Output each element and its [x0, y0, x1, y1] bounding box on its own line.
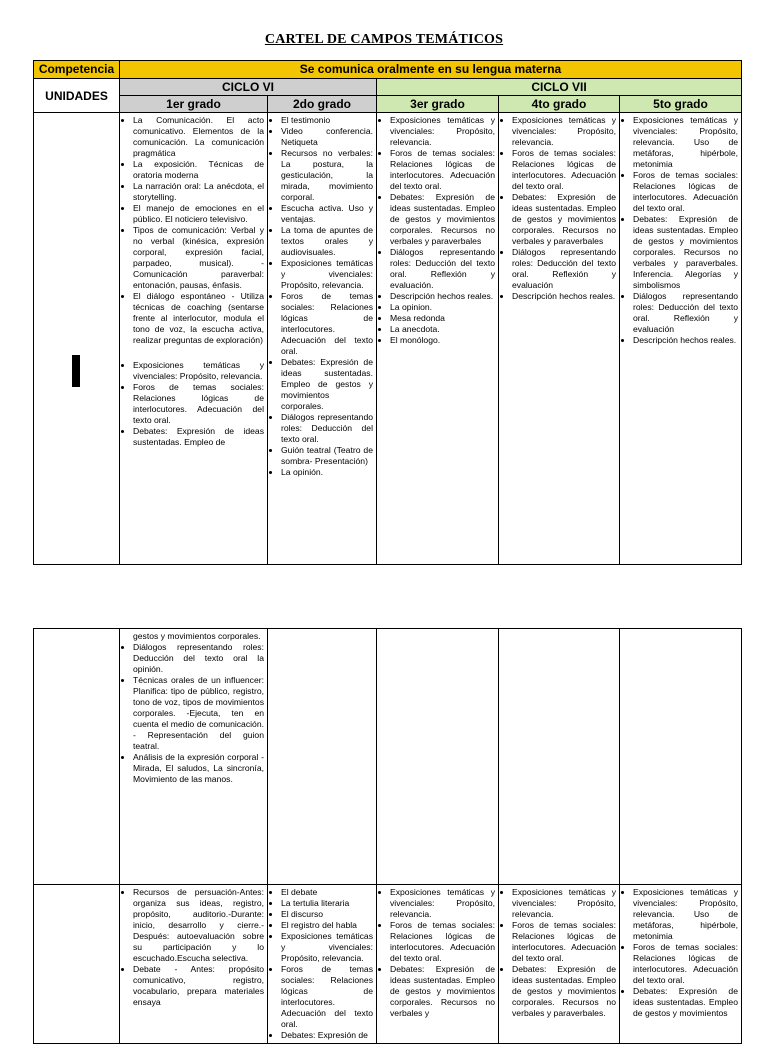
grado-1-header: 1er grado: [120, 96, 268, 113]
list-item-continuation: gestos y movimientos corporales.: [133, 631, 261, 641]
list-item: • La narración oral: La anécdota, el storytelling.: [133, 181, 264, 203]
list-item: • Foros de temas sociales: Relaciones lógicas de interlocutores. Adecuación del texto oral.: [390, 148, 495, 192]
list-item: • Mesa redonda: [390, 313, 495, 324]
list-item: • Foros de temas sociales: Relaciones lógicas de interlocutores. Adecuación del texto oral.: [390, 920, 495, 964]
list-item: • Exposiciones temáticas y vivenciales: Propósito, relevancia.: [281, 931, 373, 964]
list-item: • Foros de temas sociales: Relaciones lógicas de interlocutores. Adecuación del texto oral.: [281, 291, 373, 357]
list-item: • El discurso: [281, 909, 373, 920]
section1-grado1-cell: [120, 113, 268, 565]
section3-grado4-cell: [499, 885, 620, 1044]
section2-grado1-cell: [120, 629, 268, 885]
list-item: • El registro del habla: [281, 920, 373, 931]
campos-tematicos-table-1: [33, 60, 742, 565]
section3-grado3-cell: [377, 885, 499, 1044]
list-item: • Debates: Expresión de ideas sustentadas. Empleo de gestos y movimientos corporales. Recursos no verbales y paraverbales. Inferencia. Alegorías y simbolismos: [633, 214, 738, 291]
list-item: • Debates: Expresión de ideas sustentadas. Empleo de gestos y movimientos corporales. Recursos no verbales y paraverbales: [390, 192, 495, 247]
list-item: • Diálogos representando roles: Deducción del texto oral la opinión.: [133, 642, 264, 675]
grado-3-header: 3er grado: [377, 96, 499, 113]
list-item: • La opinión.: [281, 467, 373, 478]
ciclo-vi-header: CICLO VI: [120, 79, 377, 96]
list-item: • Diálogos representando roles: Deducción del texto oral.: [281, 412, 373, 445]
list-item: • La Comunicación. El acto comunicativo. Elementos de la comunicación. La comunicación pragmática: [133, 115, 264, 159]
list-item: • Exposiciones temáticas y vivenciales: Propósito, relevancia.: [390, 887, 495, 920]
list-item: • Escucha activa. Uso y ventajas.: [281, 203, 373, 225]
unit-cell: [34, 113, 120, 565]
unit-cell: [34, 885, 120, 1044]
grado-2-header: 2do grado: [268, 96, 377, 113]
list-item: • El manejo de emociones en el público. El noticiero televisivo.: [133, 203, 264, 225]
list-item: • Diálogos representando roles: Deducción del texto oral. Reflexión y evaluación: [633, 291, 738, 335]
section1-grado3-cell: [377, 113, 499, 565]
competencia-value: Se comunica oralmente en su lengua materna: [120, 61, 742, 79]
list-item: • Análisis de la expresión corporal -Mirada, El saludos, La sincronía, Movimiento de las manos.: [133, 752, 264, 785]
section2-grado5-cell: [620, 629, 742, 885]
list-item: • Foros de temas sociales: Relaciones lógicas de interlocutores. Adecuación del texto oral.: [133, 382, 264, 426]
list-item: • Guión teatral (Teatro de sombra- Presentación): [281, 445, 373, 467]
list-item: • Técnicas orales de un influencer: Planifica: tipo de público, registro, tono de voz, tipos de movimientos corporales. -Ejecuta, ten en cuenta el medio de comunicación. - Representación del guion teatral.: [133, 675, 264, 752]
list-item: • Exposiciones temáticas y vivenciales: Propósito, relevancia.: [133, 360, 264, 382]
list-item: • El monólogo.: [390, 335, 495, 346]
unidades-label: UNIDADES: [34, 79, 120, 113]
competencia-label: Competencia: [34, 61, 120, 79]
list-item: • El debate: [281, 887, 373, 898]
list-item: • Foros de temas sociales: Relaciones lógicas de interlocutores. Adecuación del texto oral.: [633, 170, 738, 214]
list-item: • Descripción hechos reales.: [512, 291, 616, 302]
list-item: • Foros de temas sociales: Relaciones lógicas de interlocutores. Adecuación del texto oral.: [633, 942, 738, 986]
list-item: • Exposiciones temáticas y vivenciales: Propósito, relevancia. Uso de metáforas, hipérbole, metonimia: [633, 887, 738, 942]
list-item: • La toma de apuntes de textos orales y audiovisuales.: [281, 225, 373, 258]
list-item: • Video conferencia. Netiqueta: [281, 126, 373, 148]
list-item: • Debates: Expresión de: [281, 1030, 373, 1041]
campos-tematicos-table-2: [33, 628, 742, 1044]
section1-grado5-cell: [620, 113, 742, 565]
unit-cell: [34, 629, 120, 885]
section1-grado4-cell: [499, 113, 620, 565]
unit-marker: [72, 355, 80, 387]
list-item: • Debates: Expresión de ideas sustentadas. Empleo de: [133, 426, 264, 448]
grado-4-header: 4to grado: [499, 96, 620, 113]
section3-grado1-cell: [120, 885, 268, 1044]
list-item: • La tertulia literaria: [281, 898, 373, 909]
list-item: • Tipos de comunicación: Verbal y no verbal (kinésica, expresión corporal, expresión facial, parpadeo, musical). - Comunicación paraverbal: entonación, pausas, énfasis.: [133, 225, 264, 291]
list-item: • Foros de temas sociales: Relaciones lógicas de interlocutores. Adecuación del texto oral.: [281, 964, 373, 1030]
list-item: • Debates: Expresión de ideas sustentadas. Empleo de gestos y movimientos corporales. Recursos no verbales y paraverbales: [512, 192, 616, 247]
page-title: CARTEL DE CAMPOS TEMÁTICOS: [264, 32, 504, 47]
section3-grado5-cell: [620, 885, 742, 1044]
ciclo-vii-header: CICLO VII: [377, 79, 742, 96]
list-item: • Descripción hechos reales.: [633, 335, 738, 346]
list-item: • La exposición. Técnicas de oratoria moderna: [133, 159, 264, 181]
section3-grado2-cell: [268, 885, 377, 1044]
section2-grado4-cell: [499, 629, 620, 885]
section1-grado2-cell: [268, 113, 377, 565]
list-item: • Foros de temas sociales: Relaciones lógicas de interlocutores. Adecuación del texto oral.: [512, 920, 616, 964]
list-item: • Descripción hechos reales.: [390, 291, 495, 302]
list-item: • Exposiciones temáticas y vivenciales: Propósito, relevancia.: [390, 115, 495, 148]
list-item: • Debates: Expresión de ideas sustentadas. Empleo de gestos y movimientos corporales. Recursos no verbales y paraverbales.: [512, 964, 616, 1019]
list-item: • Debates: Expresión de ideas sustentadas. Empleo de gestos y movimientos: [633, 986, 738, 1019]
section2-grado3-cell: [377, 629, 499, 885]
list-item: • Foros de temas sociales: Relaciones lógicas de interlocutores. Adecuación del texto oral.: [512, 148, 616, 192]
list-item: • Debates: Expresión de ideas sustentadas. Empleo de gestos y movimientos corporales.: [281, 357, 373, 412]
list-item: • Diálogos representando roles: Deducción del texto oral. Reflexión y evaluación: [512, 247, 616, 291]
list-item: • Exposiciones temáticas y vivenciales: Propósito, relevancia.: [512, 115, 616, 148]
list-item: • La anecdota.: [390, 324, 495, 335]
list-item: • Recursos de persuación-Antes: organiza sus ideas, registro, propósito, auditorio.-Durante: inicio, desarrollo y cierre.- Después: autoevaluación sobre su participación y lo escuchado.Escucha selectiva.: [133, 887, 264, 964]
grado-5-header: 5to grado: [620, 96, 742, 113]
list-item: • El diálogo espontáneo - Utiliza técnicas de coaching (sentarse frente al interlocutor, modula el tono de voz, la escucha activa, realizar preguntas de exploración): [133, 291, 264, 346]
section2-grado2-cell: [268, 629, 377, 885]
list-item: • Exposiciones temáticas y vivenciales: Propósito, relevancia.: [512, 887, 616, 920]
list-item: • Debates: Expresión de ideas sustentadas. Empleo de gestos y movimientos corporales. Recursos no verbales y: [390, 964, 495, 1019]
list-item: • Diálogos representando roles: Deducción del texto oral. Reflexión y evaluación.: [390, 247, 495, 291]
list-item: • Recursos no verbales: La postura, la gesticulación, la mirada, movimiento corporal.: [281, 148, 373, 203]
list-item: • Exposiciones temáticas y vivenciales: Propósito, relevancia.: [281, 258, 373, 291]
list-item: • Exposiciones temáticas y vivenciales: Propósito, relevancia. Uso de metáforas, hipérbole, metonimia: [633, 115, 738, 170]
list-item: • El testimonio: [281, 115, 373, 126]
list-item: • La opinion.: [390, 302, 495, 313]
list-item: • Debate - Antes: propósito comunicativo, registro, vocabulario, prepara materiales ensaya: [133, 964, 264, 1008]
